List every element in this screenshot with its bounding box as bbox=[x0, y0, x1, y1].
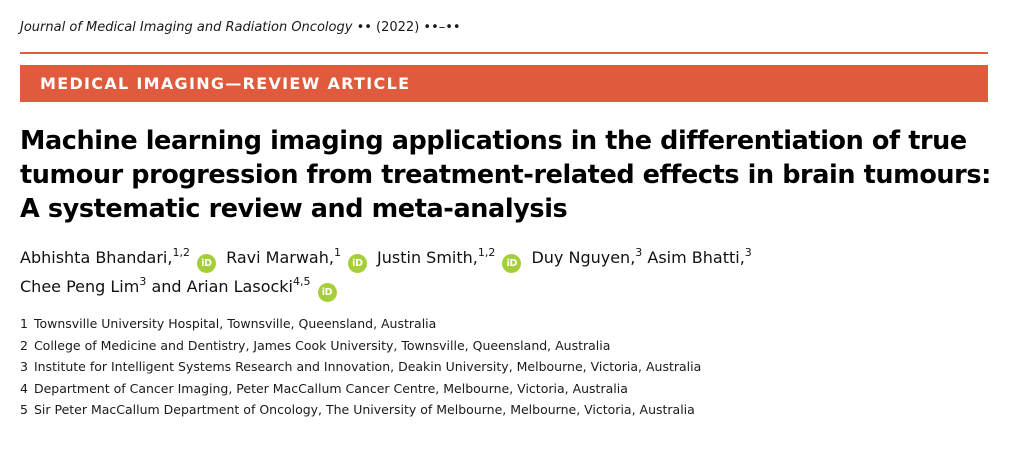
journal-volume: •• bbox=[356, 20, 372, 35]
affiliation-item bbox=[20, 378, 701, 400]
orcid-icon[interactable]: iD bbox=[502, 254, 521, 273]
author-affiliation-ref: 3 bbox=[635, 245, 643, 259]
journal-year: (2022) bbox=[376, 20, 420, 35]
affiliation-number: 3 bbox=[20, 359, 28, 375]
author-name: Chee Peng Lim bbox=[20, 277, 140, 296]
author-name: Duy Nguyen, bbox=[531, 248, 636, 267]
article-title: Machine learning imaging applications in the differentiation of true tumour progression from treatment-related effects in brain tumours: A systematic review and meta-analysis bbox=[20, 126, 991, 224]
author bbox=[20, 274, 147, 296]
author-affiliation-ref: 3 bbox=[744, 245, 752, 259]
article-type-banner: MEDICAL IMAGING—REVIEW ARTICLE bbox=[20, 65, 988, 102]
affiliation-text: Department of Cancer Imaging, Peter MacCallum Cancer Centre, Melbourne, Victoria, Australia bbox=[33, 380, 628, 396]
author-list bbox=[20, 244, 1000, 302]
affiliation-item bbox=[20, 399, 701, 421]
author-conjunction: and bbox=[151, 277, 182, 296]
affiliation-text: Sir Peter MacCallum Department of Oncology, The University of Melbourne, Melbourne, Victoria, Australia bbox=[33, 402, 695, 418]
orcid-icon[interactable]: iD bbox=[348, 254, 367, 273]
affiliation-list bbox=[20, 313, 701, 421]
author-name: Arian Lasocki bbox=[186, 277, 293, 296]
affiliation-number: 1 bbox=[20, 316, 28, 331]
affiliation-text: Townsville University Hospital, Townsville, Queensland, Australia bbox=[33, 316, 437, 331]
orcid-icon[interactable]: iD bbox=[197, 254, 216, 273]
header-divider bbox=[20, 52, 988, 54]
affiliation-number: 2 bbox=[20, 337, 28, 353]
affiliation-item bbox=[20, 313, 701, 335]
author-affiliation-ref: 1,2 bbox=[172, 245, 190, 259]
author bbox=[20, 245, 221, 269]
author-affiliation-ref: 1,2 bbox=[477, 245, 496, 259]
author bbox=[647, 245, 752, 267]
affiliation-item bbox=[20, 356, 701, 378]
affiliation-number: 5 bbox=[20, 402, 28, 418]
journal-name: Journal of Medical Imaging and Radiation Oncology bbox=[20, 20, 353, 35]
author-affiliation-ref: 4,5 bbox=[293, 274, 311, 288]
author bbox=[377, 245, 526, 269]
author bbox=[531, 245, 643, 267]
author-name: Abhishta Bhandari, bbox=[20, 248, 173, 267]
author-affiliation-ref: 3 bbox=[139, 274, 147, 288]
affiliation-text: Institute for Intelligent Systems Research and Innovation, Deakin University, Melbourne, Victoria, Australia bbox=[33, 359, 702, 375]
author bbox=[226, 245, 372, 269]
affiliation-item bbox=[20, 335, 701, 357]
author-name: Ravi Marwah, bbox=[226, 248, 334, 267]
author-name: Justin Smith, bbox=[377, 248, 478, 267]
author-name: Asim Bhatti, bbox=[647, 248, 745, 267]
orcid-icon[interactable]: iD bbox=[318, 283, 337, 302]
author bbox=[186, 274, 342, 298]
author-affiliation-ref: 1 bbox=[333, 245, 341, 259]
affiliation-text: College of Medicine and Dentistry, James Cook University, Townsville, Queensland, Australia bbox=[33, 337, 611, 353]
affiliation-number: 4 bbox=[20, 380, 28, 396]
journal-citation bbox=[20, 20, 461, 35]
journal-pages: ••–•• bbox=[423, 20, 461, 35]
